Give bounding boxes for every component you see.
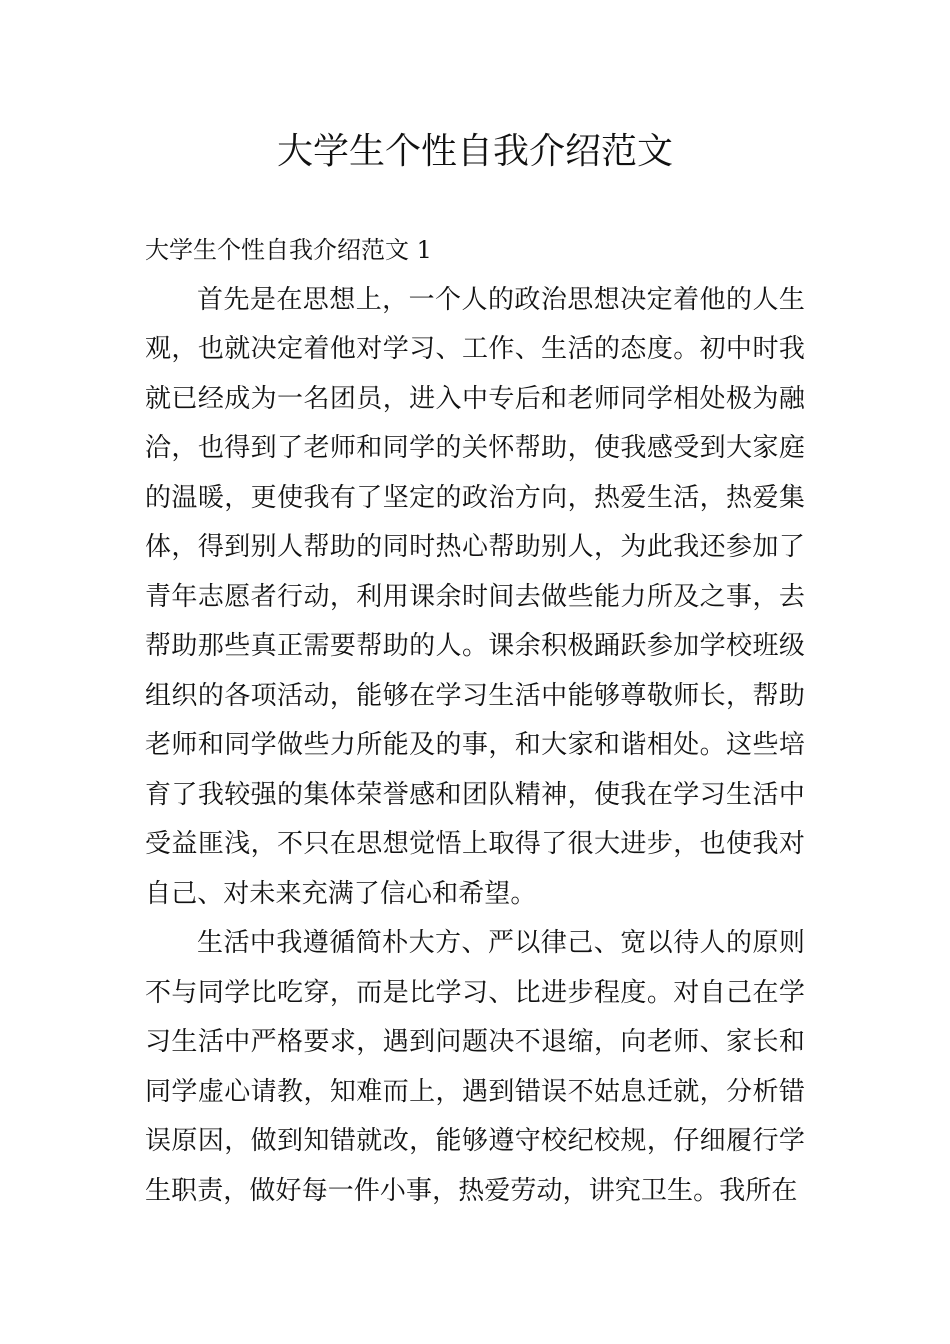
- paragraph-1: 首先是在思想上，一个人的政治思想决定着他的人生观，也就决定着他对学习、工作、生活的态度。初中时我就已经成为一名团员，进入中专后和老师同学相处极为融洽，也得到了老师和同学的关怀帮助，使我感受到大家庭的温暖，更使我有了坚定的政治方向，热爱生活，热爱集体，得到别人帮助的同时热心帮助别人，为此我还参加了青年志愿者行动，利用课余时间去做些能力所及之事，去帮助那些真正需要帮助的人。课余积极踊跃参加学校班级组织的各项活动，能够在学习生活中能够尊敬师长，帮助老师和同学做些力所能及的事，和大家和谐相处。这些培育了我较强的集体荣誉感和团队精神，使我在学习生活中受益匪浅，不只在思想觉悟上取得了很大进步，也使我对自己、对未来充满了信心和希望。: [145, 284, 805, 909]
- document-body: [145, 226, 805, 1216]
- document-title: 大学生个性自我介绍范文: [276, 131, 673, 172]
- section-heading: 大学生个性自我介绍范文 1: [145, 236, 432, 264]
- paragraph-2: 生活中我遵循简朴大方、严以律己、宽以待人的原则不与同学比吃穿，而是比学习、比进步程度。对自己在学习生活中严格要求，遇到问题决不退缩，向老师、家长和同学虚心请教，知难而上，遇到错误不姑息迁就，分析错误原因，做到知错就改，能够遵守校纪校规，仔细履行学生职责，做好每一件小事，热爱劳动，讲究卫生。我所在: [145, 928, 805, 1206]
